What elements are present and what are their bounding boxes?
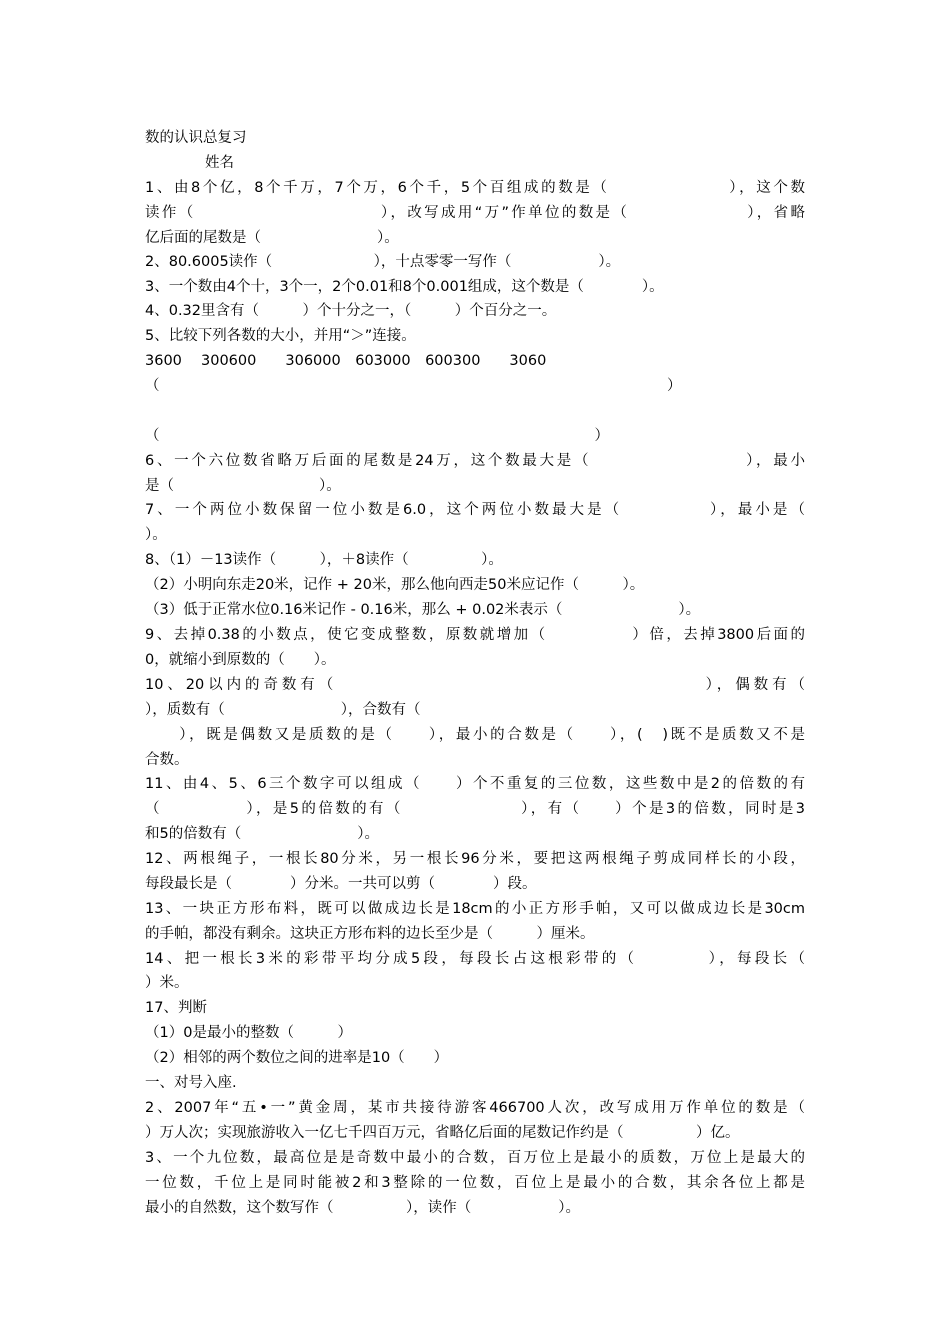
text-line: ）万人次；实现旅游收入一亿七千四百万元，省略亿后面的尾数记作约是（ ）亿。 — [145, 1125, 740, 1141]
text-line: 的手帕，都没有剩余。这块正方形布料的边长至少是（ ）厘米。 — [145, 926, 595, 942]
text-line: 3、一个数由4个十，3个一，2个0.01和8个0.001组成，这个数是（ ）。 — [145, 279, 664, 295]
text-line: （3）低于正常水位0.16米记作 - 0.16米，那么 + 0.02米表示（ ）。 — [145, 602, 701, 618]
text-line: 13、一块正方形布料，既可以做成边长是18cm的小正方形手帕，又可以做成边长是30cm — [145, 901, 805, 917]
text-line: （1）0是最小的整数（ ） — [145, 1025, 352, 1041]
text-line: ），既是偶数又是质数的是（ ），最小的合数是（ ），( )既不是质数又不是 — [145, 727, 805, 743]
text-line: 14、把一根长3米的彩带平均分成5段，每段长占这根彩带的（ ），每段长（ — [145, 951, 805, 967]
text-line: 亿后面的尾数是（ ）。 — [145, 230, 399, 246]
text-line: 7、一个两位小数保留一位小数是6.0，这个两位小数最大是（ ），最小是（ — [145, 502, 805, 518]
text-line: ），质数有（ ），合数有（ — [145, 702, 421, 718]
text-line: 读作（ ），改写成用“万”作单位的数是（ ），省略 — [145, 205, 805, 221]
text-line: 10、20以内的奇数有（ ），偶数有（ — [145, 677, 805, 693]
text-line: 最小的自然数，这个数写作（ ），读作（ ）。 — [145, 1200, 580, 1216]
text-line: （2）小明向东走20米，记作 + 20米，那么他向西走50米应记作（ ）。 — [145, 577, 645, 593]
text-line: 合数。 — [145, 752, 189, 768]
text-line: 和5的倍数有（ ）。 — [145, 826, 379, 842]
section-heading: 17、判断 — [145, 1000, 207, 1016]
text-line: 0，就缩小到原数的（ ）。 — [145, 652, 336, 668]
text-line: 4、0.32里含有（ ）个十分之一，（ ）个百分之一。 — [145, 303, 557, 319]
answer-blank-line: （ ） — [145, 378, 682, 394]
text-line: （2）相邻的两个数位之间的进率是10（ ） — [145, 1050, 449, 1066]
text-line: ）。 — [145, 527, 167, 543]
text-line: 每段最长是（ ）分米。一共可以剪（ ）段。 — [145, 876, 537, 892]
text-line: 1、由8个亿，8个千万，7个万，6个千，5个百组成的数是（ ），这个数 — [145, 180, 805, 196]
text-line: 3、一个九位数，最高位是是奇数中最小的合数，百万位上是最小的质数，万位上是最大的 — [145, 1150, 805, 1166]
text-line: 11、由4、5、6三个数字可以组成（ ）个不重复的三位数，这些数中是2的倍数的有 — [145, 776, 805, 792]
text-line: 8、（1）－13读作（ ），＋8读作（ ）。 — [145, 552, 503, 568]
answer-blank-line: （ ） — [145, 428, 609, 444]
text-line: 12、两根绳子，一根长80分米，另一根长96分米，要把这两根绳子剪成同样长的小段， — [145, 851, 805, 867]
text-line: ）米。 — [145, 975, 189, 991]
document-title: 数的认识总复习 — [145, 130, 247, 146]
text-line: 5、比较下列各数的大小，并用“＞”连接。 — [145, 328, 416, 344]
text-line: 9、去掉0.38的小数点，使它变成整数，原数就增加（ ）倍，去掉3800后面的 — [145, 627, 805, 643]
name-label: 姓名 — [205, 155, 234, 171]
text-line: 2、80.6005读作（ ），十点零零一写作（ ）。 — [145, 254, 621, 270]
text-line: 是（ ）。 — [145, 478, 341, 494]
section-heading: 一、对号入座. — [145, 1075, 237, 1091]
text-line: 6、一个六位数省略万后面的尾数是24万，这个数最大是（ ），最小 — [145, 453, 805, 469]
text-line: 2、2007年“五•一”黄金周，某市共接待游客466700人次，改写成用万作单位的数是（ — [145, 1100, 805, 1116]
number-list-line: 3600 300600 306000 603000 600300 3060 — [145, 353, 547, 369]
text-line: 一位数，千位上是同时能被2和3整除的一位数，百位上是最小的合数，其余各位上都是 — [145, 1175, 805, 1191]
blank-line — [145, 400, 805, 422]
text-line: （ ），是5的倍数的有（ ），有（ ）个是3的倍数，同时是3 — [145, 801, 805, 817]
